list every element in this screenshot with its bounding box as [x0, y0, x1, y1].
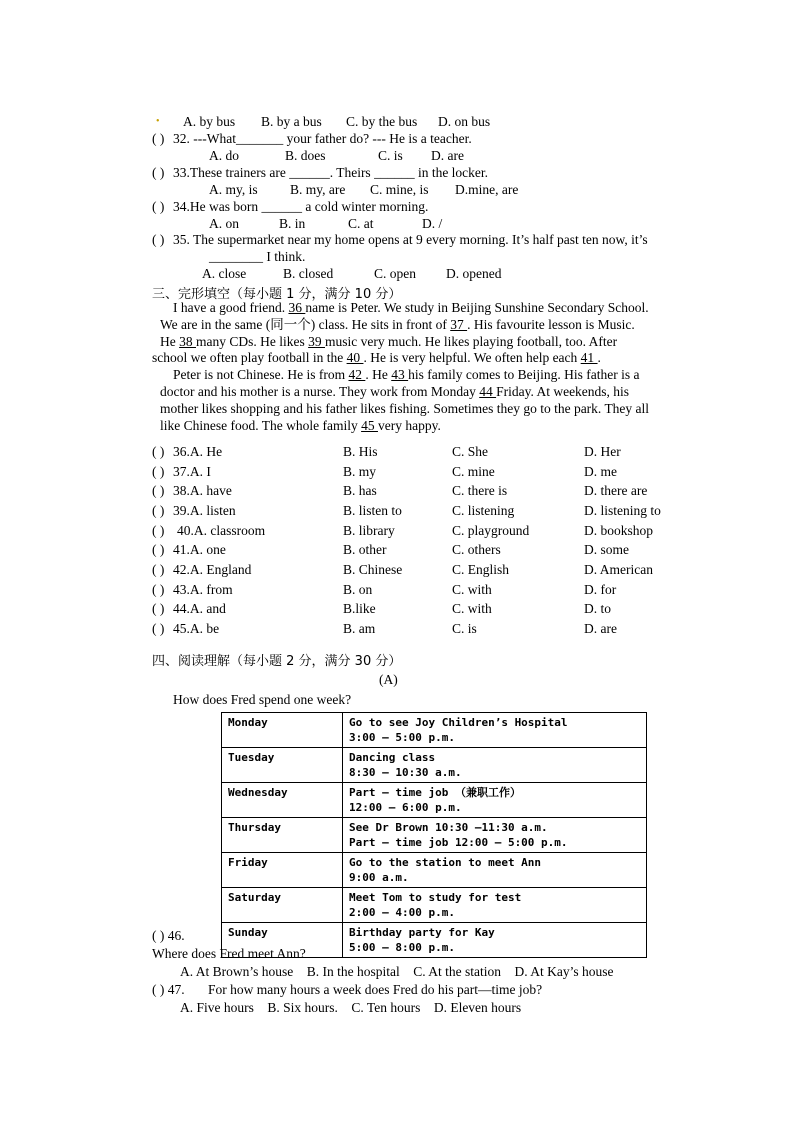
question-stem: Where does Fred meet Ann?	[152, 946, 306, 961]
cloze-item-44	[152, 601, 712, 619]
day-cell: Friday	[222, 853, 343, 888]
option-b: B. other	[343, 542, 387, 557]
option-a: 38.A. have	[173, 483, 232, 498]
table-row	[222, 783, 647, 818]
option-a: 42.A. England	[173, 562, 252, 577]
question-stem: 33.These trainers are ______. Theirs ______ in the locker.	[173, 165, 489, 180]
option-b: B. my	[343, 464, 377, 479]
option: C. is	[378, 148, 403, 163]
day-cell: Sunday	[222, 923, 343, 958]
question-options: A. Five hours B. Six hours. C. Ten hours D. Eleven hours	[180, 1000, 522, 1015]
activity-cell: Birthday party for Kay 5:00 — 8:00 p.m.	[343, 923, 647, 958]
day-cell: Tuesday	[222, 748, 343, 783]
option-c: C. there is	[452, 483, 508, 498]
table-row	[222, 713, 647, 748]
question-stem: 35. The supermarket near my home opens at 9 every morning. It’s half past ten now, it’s	[173, 232, 648, 247]
table-row	[222, 853, 647, 888]
option-c: C. listening	[452, 503, 515, 518]
option-d: D. for	[584, 582, 617, 597]
day-cell: Thursday	[222, 818, 343, 853]
option-a: 45.A. be	[173, 621, 220, 636]
option-c: C. She	[452, 444, 489, 459]
answer-paren: ( )	[152, 131, 165, 146]
part-label: (A)	[379, 672, 398, 687]
option-c: C. English	[452, 562, 510, 577]
option-c: C. is	[452, 621, 477, 636]
table-row	[222, 818, 647, 853]
cloze-item-37	[152, 464, 712, 482]
option: A. do	[209, 148, 239, 163]
question-stem-line2: ________ I think.	[209, 249, 306, 264]
option-d: D. are	[584, 621, 617, 636]
activity-cell: Meet Tom to study for test 2:00 — 4:00 p.m.	[343, 888, 647, 923]
answer-paren: ( )	[152, 199, 165, 214]
question-stem: 34.He was born ______ a cold winter morning.	[173, 199, 429, 214]
activity-cell: Part – time job （兼职工作） 12:00 — 6:00 p.m.	[343, 783, 647, 818]
option-d: D. to	[584, 601, 611, 616]
option-d: D. me	[584, 464, 617, 479]
option: D.mine, are	[455, 182, 519, 197]
option-c: C. others	[452, 542, 501, 557]
option-d: D. American	[584, 562, 653, 577]
option-b: B. am	[343, 621, 376, 636]
option-d: D. some	[584, 542, 629, 557]
option-a: 43.A. from	[173, 582, 233, 597]
option: C. at	[348, 216, 374, 231]
option: D. on bus	[438, 114, 491, 129]
option-c: C. with	[452, 582, 492, 597]
answer-paren: ( )	[152, 483, 165, 498]
cloze-item-38	[152, 483, 712, 501]
cloze-item-41	[152, 542, 712, 560]
answer-paren: ( )	[152, 523, 165, 538]
section-title: 四、阅读理解（每小题 2 分，满分 30 分）	[152, 654, 402, 669]
cloze-item-42	[152, 562, 712, 580]
option-c: C. mine	[452, 464, 495, 479]
option-a: 44.A. and	[173, 601, 226, 616]
answer-paren: ( )	[152, 582, 165, 597]
option: C. open	[374, 266, 416, 281]
option: B. in	[279, 216, 306, 231]
option-a: 40.A. classroom	[177, 523, 266, 538]
passage-line: I have a good friend. 36 name is Peter. We study in Beijing Sunshine Secondary School.	[173, 300, 649, 315]
option: D. /	[422, 216, 443, 231]
option: A. close	[202, 266, 247, 281]
option: A. on	[209, 216, 239, 231]
cloze-item-39	[152, 503, 712, 521]
passage-line: Peter is not Chinese. He is from 42 . He 43 his family comes to Beijing. His father is a	[173, 367, 640, 383]
activity-cell: See Dr Brown 10:30 —11:30 a.m. Part – time job 12:00 — 5:00 p.m.	[343, 818, 647, 853]
option: B. closed	[283, 266, 334, 281]
answer-paren: ( )	[152, 165, 165, 180]
cloze-item-45	[152, 621, 712, 639]
answer-paren: ( )	[152, 542, 165, 557]
table-row	[222, 888, 647, 923]
option: B. does	[285, 148, 326, 163]
option-b: B. library	[343, 523, 395, 538]
option-b: B. has	[343, 483, 377, 498]
activity-cell: Dancing class 8:30 — 10:30 a.m.	[343, 748, 647, 783]
cloze-item-43	[152, 582, 712, 600]
option-d: D. Her	[584, 444, 621, 459]
activity-cell: Go to the station to meet Ann 9:00 a.m.	[343, 853, 647, 888]
option-d: D. listening to	[584, 503, 661, 518]
reading-question: How does Fred spend one week?	[173, 692, 352, 707]
option: C. mine, is	[370, 182, 429, 197]
answer-paren: ( )	[152, 601, 165, 616]
passage-line: mother likes shopping and his father likes fishing. Sometimes they go to the park. They all	[160, 400, 650, 416]
question-options: A. At Brown’s house B. In the hospital C. At the station D. At Kay’s house	[180, 964, 614, 979]
answer-paren: ( )	[152, 444, 165, 459]
table-row	[222, 748, 647, 783]
option: D. opened	[446, 266, 502, 281]
schedule-table	[221, 712, 647, 958]
question-stem: For how many hours a week does Fred do his part—time job?	[208, 982, 543, 997]
question-number: ( ) 46.	[152, 928, 185, 943]
option-d: D. bookshop	[584, 523, 654, 538]
answer-paren: ( )	[152, 621, 165, 636]
question-stem: 32. ---What_______ your father do? --- He is a teacher.	[173, 131, 472, 146]
option-b: B. Chinese	[343, 562, 403, 577]
option-a: 39.A. listen	[173, 503, 236, 518]
cloze-item-40	[152, 523, 712, 541]
day-cell: Monday	[222, 713, 343, 748]
answer-paren: ( )	[152, 562, 165, 577]
passage-line: doctor and his mother is a nurse. They work from Monday 44 Friday. At weekends, his	[160, 383, 630, 399]
option-a: 37.A. I	[173, 464, 211, 479]
answer-paren: ( )	[152, 232, 165, 247]
section-title: 三、完形填空（每小题 1 分，满分 10 分）	[152, 287, 402, 302]
option: B. by a bus	[261, 114, 322, 129]
answer-paren: ( )	[152, 503, 165, 518]
option-b: B. on	[343, 582, 373, 597]
day-cell: Wednesday	[222, 783, 343, 818]
option: B. my, are	[290, 182, 346, 197]
mark-dot: •	[156, 116, 160, 127]
passage-line: like Chinese food. The whole family 45 very happy.	[160, 417, 441, 433]
option: C. by the bus	[346, 114, 418, 129]
passage-line: He 38 many CDs. He likes 39 music very much. He likes playing football, too. After	[160, 333, 618, 349]
option: D. are	[431, 148, 464, 163]
cloze-passage	[152, 300, 688, 434]
option-a: 36.A. He	[173, 444, 223, 459]
option-b: B.like	[343, 601, 376, 616]
passage-line: school we often play football in the 40 . He is very helpful. We often help each 41 .	[152, 350, 601, 366]
option-a: 41.A. one	[173, 542, 226, 557]
option: A. by bus	[183, 114, 236, 129]
activity-cell: Go to see Joy Children’s Hospital 3:00 — 5:00 p.m.	[343, 713, 647, 748]
cloze-item-36	[152, 444, 712, 462]
passage-line: We are in the same (同一个) class. He sits in front of 37 . His favourite lesson is Music.	[160, 316, 635, 332]
day-cell: Saturday	[222, 888, 343, 923]
option: A. my, is	[209, 182, 258, 197]
option-c: C. playground	[452, 523, 530, 538]
answer-paren: ( )	[152, 464, 165, 479]
option-c: C. with	[452, 601, 492, 616]
option-b: B. His	[343, 444, 378, 459]
question-number: ( ) 47.	[152, 982, 185, 997]
option-d: D. there are	[584, 483, 648, 498]
option-b: B. listen to	[343, 503, 402, 518]
